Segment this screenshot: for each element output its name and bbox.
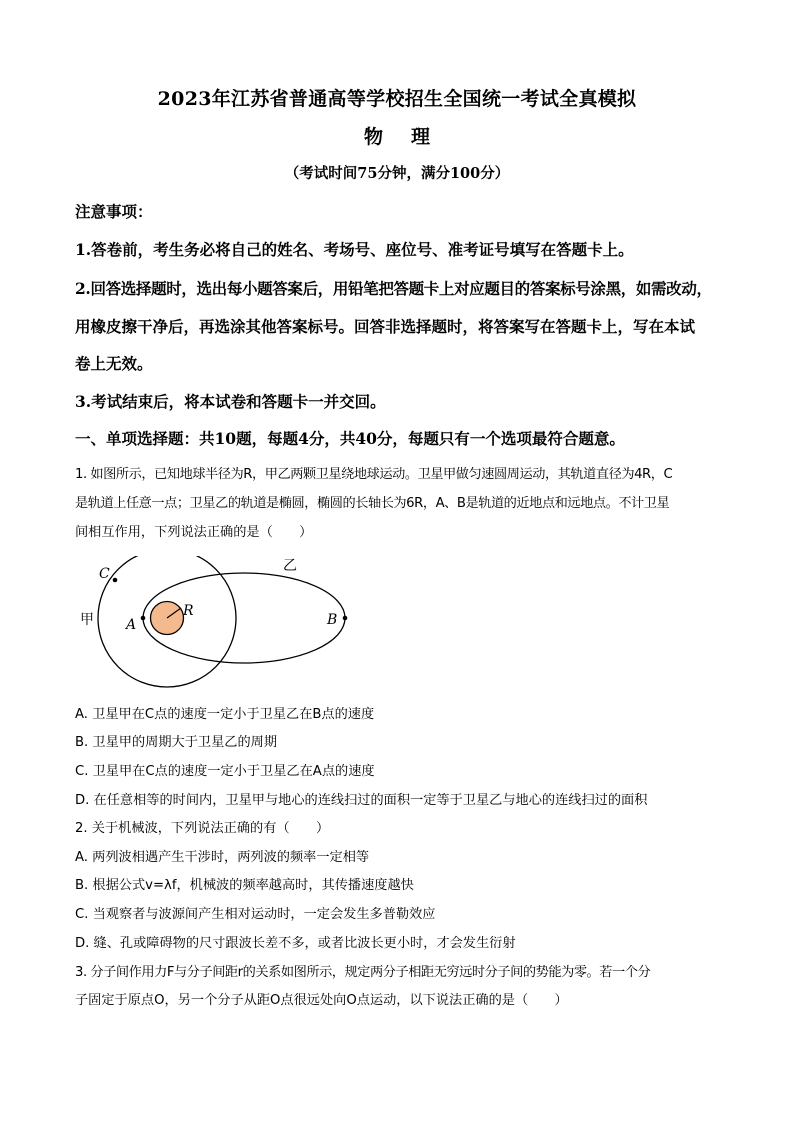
notice-line-2a: 2.回答选择题时，选出每小题答案后，用铅笔把答题卡上对应题目的答案标号涂黑，如需改动，	[75, 279, 712, 298]
label-c: C	[99, 566, 110, 582]
q1-option-c: C. 卫星甲在C点的速度一定小于卫星乙在A点的速度	[75, 764, 375, 779]
subject-char-2: 理	[411, 126, 431, 148]
label-yi: 乙	[283, 558, 297, 574]
q2-option-c: C. 当观察者与波源间产生相对运动时，一定会发生多普勒效应	[75, 907, 436, 922]
q1-option-b: B. 卫星甲的周期大于卫星乙的周期	[75, 735, 278, 750]
point-c	[113, 578, 118, 583]
q2-option-a: A. 两列波相遇产生干涉时，两列波的频率一定相等	[75, 850, 370, 865]
q1-option-a: A. 卫星甲在C点的速度一定小于卫星乙在B点的速度	[75, 707, 375, 722]
label-b: B	[327, 612, 338, 628]
q2-stem: 2. 关于机械波，下列说法正确的有（ ）	[75, 821, 330, 836]
notice-line-3: 3.考试结束后，将本试卷和答题卡一并交回。	[75, 392, 386, 411]
point-b	[343, 616, 348, 621]
notice-line-2b: 用橡皮擦干净后，再选涂其他答案标号。回答非选择题时，将答案写在答题卡上，写在本试	[75, 317, 696, 336]
q1-stem-line-2: 是轨道上任意一点；卫星乙的轨道是椭圆，椭圆的长轴长为6R，A、B是轨道的近地点和远地点。不计卫星	[75, 496, 670, 511]
point-a	[141, 616, 146, 621]
q3-stem-line-2: 子固定于原点O，另一个分子从距O点很远处向O点运动，以下说法正确的是（ ）	[75, 993, 568, 1008]
subject-heading	[0, 122, 794, 149]
q3-stem-line-1: 3. 分子间作用力F与分子间距r的关系如图所示，规定两分子相距无穷远时分子间的势能为零。若一个分	[75, 965, 651, 980]
section-heading: 一、单项选择题：共10题，每题4分，共40分，每题只有一个选项最符合题意。	[75, 429, 625, 448]
label-a: A	[126, 617, 137, 633]
q2-option-d: D. 缝、孔或障碍物的尺寸跟波长差不多，或者比波长更小时，才会发生衍射	[75, 936, 516, 951]
notice-line-2c: 卷上无效。	[75, 354, 153, 373]
notice-line-1: 1.答卷前，考生务必将自己的姓名、考场号、座位号、准考证号填写在答题卡上。	[75, 240, 634, 259]
orbit-diagram	[75, 556, 365, 688]
label-r: R	[183, 603, 194, 619]
q2-option-b: B. 根据公式v=λf，机械波的频率越高时，其传播速度越快	[75, 878, 414, 893]
notice-heading: 注意事项：	[75, 202, 153, 221]
label-jia: 甲	[80, 612, 94, 628]
exam-duration: （考试时间75分钟，满分100分）	[284, 165, 510, 182]
q1-stem-line-3: 间相互作用，下列说法正确的是（ ）	[75, 525, 313, 540]
q1-stem-line-1: 1. 如图所示，已知地球半径为R，甲乙两颗卫星绕地球运动。卫星甲做匀速圆周运动，其轨道直径为4R，C	[75, 467, 673, 482]
subject-char-1: 物	[363, 126, 383, 148]
exam-title: 2023年江苏省普通高等学校招生全国统一考试全真模拟	[157, 88, 637, 110]
q1-option-d: D. 在任意相等的时间内，卫星甲与地心的连线扫过的面积一定等于卫星乙与地心的连线扫过的面积	[75, 793, 648, 808]
